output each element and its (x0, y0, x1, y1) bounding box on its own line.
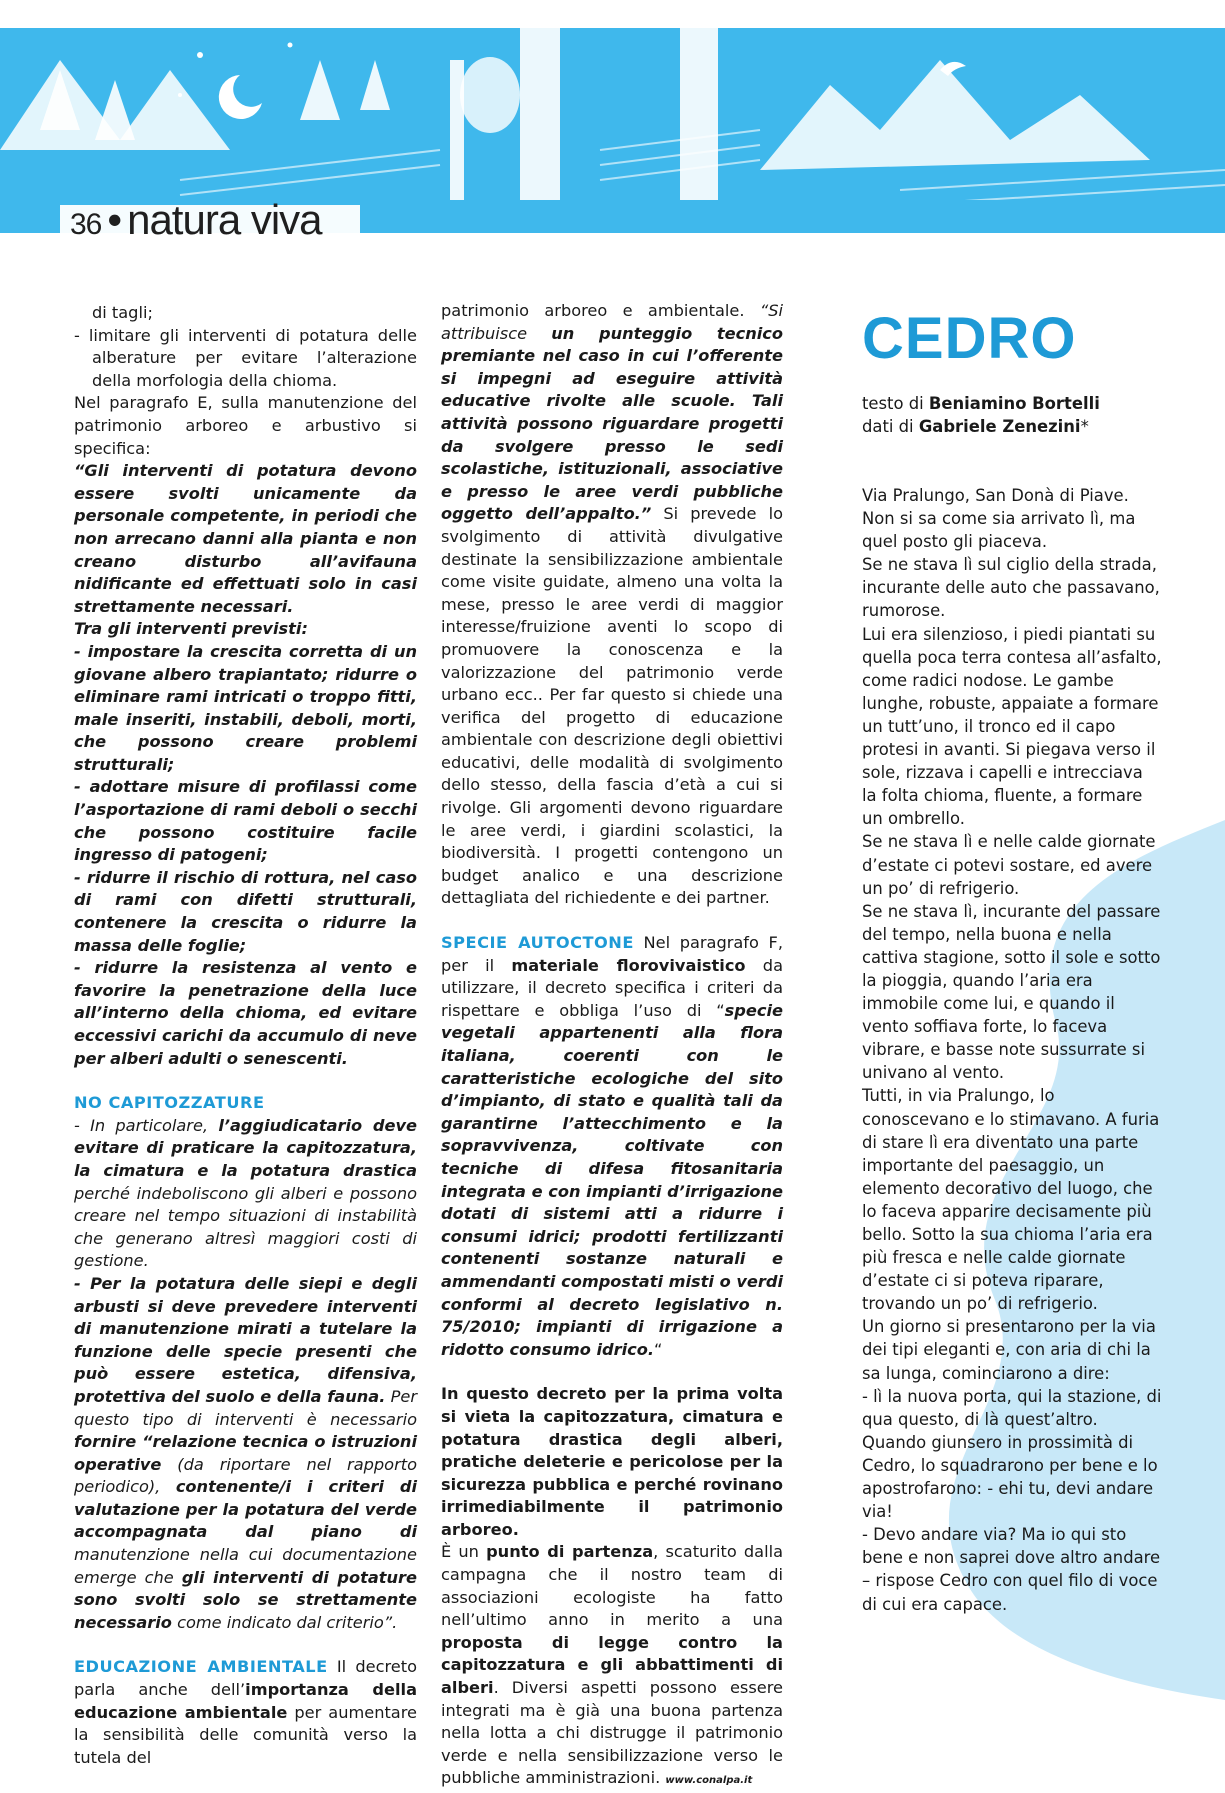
page-number: 36 (70, 208, 102, 241)
story-body (862, 484, 1162, 1616)
text-fragment: di tagli; (92, 303, 153, 322)
story-paragraph: Quando giunsero in prossimità di Cedro, lo squadrarono per bene e lo apostrofarono: - ehi tu, devi andare via! (862, 1432, 1158, 1522)
story-paragraph: Via Pralungo, San Donà di Piave. (862, 486, 1129, 505)
separator-bullet: • (107, 196, 122, 243)
paragraph: - In particolare, l’aggiudicatario deve evitare di praticare la capitozzatura, la cimatura e la potatura drastica perché indeboliscono gli alberi e possono creare nel tempo situazioni di instabilità che generano altresì maggiori costi di gestione. (74, 1115, 417, 1271)
quote-paragraph: “Gli interventi di potatura devono essere svolti unicamente da personale competente, in periodi che non arrecano danni alla pianta e non creano disturbo all’avifauna nidificante ed effettuati solo in casi strettamente necessari. (74, 461, 417, 616)
section-title: natura viva (127, 196, 322, 243)
story-paragraph: Se ne stava lì e nelle calde giornate d’estate ci potevi sostare, ed avere un po’ di refrigerio. (862, 832, 1156, 898)
paragraph: patrimonio arboreo e ambientale. “Si attribuisce un punteggio tecnico premiante nel caso in cui l’offerente si impegni ad eseguire attività educative rivolte alle scuole. Tali attività possono riguardare progetti da svolgere presso le sedi scolastiche, istituzionali, associative e presso le aree verdi pubbliche oggetto dell’appalto.” Si prevede lo svolgimento di attività divulgative destinate la sensibilizzazione ambientale come visite guidate, almeno una volta la mese, presso le aree verdi di maggior interesse/fruizione aventi lo scopo di promuovere la conoscenza e la valorizzazione del patrimonio verde urbano ecc.. Per far questo si chiede una verifica del progetto di educazione ambientale con descrizione degli obiettivi educativi, delle modalità di svolgimento dello stesso, della fascia d’età a cui si rivolge. Gli argomenti devono riguardare le aree verdi, i giardini scolastici, la biodiversità. I progetti contengono un budget analico e una descrizione dettagliata del richiedente e dei partner. (441, 301, 783, 908)
story-paragraph: Tutti, in via Pralungo, lo conoscevano e lo stimavano. A furia di stare lì era diventato una parte importante del paesaggio, un elemento decorativo del luogo, che lo faceva apparire decisamente più bello. Sotto la sua chioma l’aria era più fresca e nelle calde giornate d’estate ci si poteva riparare, trovando un po’ di refrigerio. (862, 1086, 1160, 1314)
quote-list-item: - ridurre il rischio di rottura, nel caso di rami con difetti strutturali, contenere la crescita o ridurre la massa delle foglie; (74, 867, 417, 955)
highlight-paragraph: In questo decreto per la prima volta si vieta la capitozzatura, cimatura e potatura drastica degli alberi, pratiche deleterie e pericolose per la sicurezza pubblica e perché rovinano irrimediabilmente il patrimonio arboreo. (441, 1384, 783, 1539)
page-label (70, 196, 322, 244)
story-paragraph: Non si sa come sia arrivato lì, ma quel posto gli piaceva. (862, 509, 1136, 552)
story-paragraph: Lui era silenzioso, i piedi piantati su quella poca terra contesa all’asfalto, come radici nodose. Le gambe lunghe, robuste, appaiate a formare un tutt’uno, il tronco ed il capo protesi in avanti. Si piegava verso il sole, rizzava i capelli e intrecciava la folta chioma, fluente, a formare un ombrello. (862, 624, 1162, 829)
story-paragraph: - Devo andare via? Ma io qui sto bene e non saprei dove altro andare – rispose Cedro con quel filo di voce di cui era capace. (862, 1525, 1161, 1614)
quote-list-item: - ridurre la resistenza al vento e favorire la penetrazione della luce all’interno della chioma, ed evitare eccessivi carichi da accumulo di neve per alberi adulti o senescenti. (74, 958, 417, 1068)
story-paragraph: Se ne stava lì, incurante del passare del tempo, nella buona e nella cattiva stagione, sotto il sole e sotto la pioggia, quando l’aria era immobile come lui, e quando il vento soffiava forte, lo faceva vibrare, e basse note sussurrate si univano al vento. (862, 901, 1161, 1083)
source-link[interactable]: www.conalpa.it (665, 1775, 753, 1787)
paragraph: Nel paragrafo E, sulla manutenzione del patrimonio arboreo e arbustivo si specifica: (74, 393, 417, 458)
paragraph: EDUCAZIONE AMBIENTALE Il decreto parla anche dell’importanza della educazione ambientale per aumentare la sensibilità delle comunità verso la tutela del (74, 1657, 417, 1767)
quote-paragraph: Tra gli interventi previsti: (74, 619, 308, 639)
paragraph: SPECIE AUTOCTONE Nel paragrafo F, per il materiale florovivaistico da utilizzare, il decreto specifica i criteri da rispettare e obbliga l’uso di “specie vegetali appartenenti alla flora italiana, coerenti con le caratteristiche ecologiche del sito d’impianto, di stato e qualità tali da garantirne l’attecchimento e la sopravvivenza, coltivate con tecniche di difesa fitosanitaria integrata e con impianti d’irrigazione dotati di sistemi atti a ridurre i consumi idrici; prodotti fertilizzanti contenenti sostanze naturali e ammendanti compostati misti o verdi conformi al decreto legislativo n. 75/2010; impianti di irrigazione a ridotto consumo idrico.“ (441, 933, 784, 1359)
story-paragraph: Se ne stava lì sul ciglio della strada, incurante delle auto che passavano, rumorose. (862, 555, 1160, 621)
section-heading: NO CAPITOZZATURE (74, 1093, 265, 1113)
paragraph: - Per la potatura delle siepi e degli arbusti si deve prevedere interventi di manutenzione mirati a tutelare la funzione delle specie presenti che può essere estetica, difensiva, protettiva del suolo e della fauna. Per questo tipo di interventi è necessario fornire “relazione tecnica o istruzioni operative (da riportare nel rapporto periodico), contenente/i i criteri di valutazione per la potatura del verde accompagnata dal piano di manutenzione nella cui documentazione emerge che gli interventi di potature sono svolti solo se strettamente necessario come indicato dal criterio”. (74, 1273, 417, 1632)
list-item: - limitare gli interventi di potatura delle alberature per evitare l’alterazione della morfologia della chioma. (74, 325, 417, 390)
story-paragraph: - lì la nuova porta, qui la stazione, di qua questo, di là quest’altro. (862, 1386, 1162, 1429)
quote-list-item: - adottare misure di profilassi come l’asportazione di rami deboli o secchi che possono costituire facile ingresso di patogeni; (74, 777, 417, 865)
article-column-2 (441, 300, 783, 1793)
article-column-1 (74, 302, 417, 1769)
story-column (862, 300, 1162, 1616)
paragraph: È un punto di partenza, scaturito dalla campagna che il nostro team di associazioni ecologiste ha fatto nell’ultimo anno in merito a una proposta di legge contro la capitozzatura e gli abbattimenti di alberi. Diversi aspetti possono essere integrati ma è già una buona partenza nella lotta a chi distrugge il patrimonio verde e nella sensibilizzazione verso le pubbliche amministrazioni. www.conalpa.it (441, 1542, 784, 1788)
quote-list-item: - impostare la crescita corretta di un giovane albero trapiantato; ridurre o eliminare rami intricati o troppo fitti, male inseriti, instabili, deboli, morti, che possono creare problemi strutturali; (74, 641, 417, 774)
story-title: CEDRO (862, 306, 1077, 371)
story-credits: testo di Beniamino Bortelli dati di Gabriele Zenezini* (862, 394, 1100, 436)
story-paragraph: Un giorno si presentarono per la via dei tipi eleganti e, con aria di chi la sa lunga, cominciarono a dire: (862, 1317, 1156, 1383)
